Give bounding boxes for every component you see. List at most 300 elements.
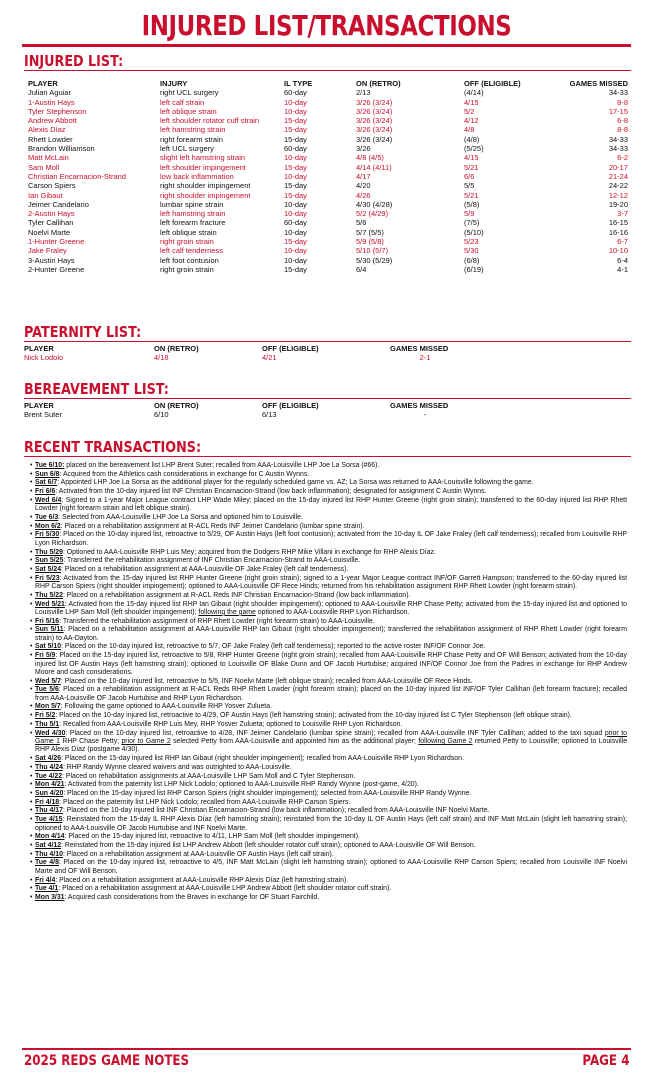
il-type: 60-day xyxy=(284,88,307,98)
transaction-item xyxy=(30,462,627,470)
transaction-date: Thu 4/24 xyxy=(35,763,63,771)
off-eligible-date: 5/9 xyxy=(464,209,475,219)
transaction-date: Mon 4/21 xyxy=(35,781,65,789)
games-missed: 6-4 xyxy=(617,255,628,265)
player-name: Brandon Williamson xyxy=(28,144,95,154)
injury-description: lumbar spine strain xyxy=(160,199,224,209)
transaction-item xyxy=(30,471,627,479)
transaction-item xyxy=(30,764,627,772)
off-eligible-date: (5/10) xyxy=(464,227,484,237)
games-missed: 8-8 xyxy=(617,125,628,135)
transaction-date: Fri 5/9 xyxy=(35,652,56,660)
games-missed: 19-20 xyxy=(608,199,628,209)
on-retro-date: 5/7 (5/5) xyxy=(356,227,384,237)
il-type: 10-day xyxy=(284,209,307,219)
transaction-date: Tue 4/15 xyxy=(35,816,63,824)
il-type: 15-day xyxy=(284,125,307,135)
transaction-item xyxy=(30,799,627,807)
transaction-item xyxy=(30,877,627,885)
off-eligible-date: (5/8) xyxy=(464,199,480,209)
table-row xyxy=(28,200,628,209)
off-eligible-date: 4/21 xyxy=(262,353,277,363)
player-name: Sam Moll xyxy=(28,162,60,172)
transaction-text: : Recalled from AAA-Louisville RHP Luis Mey, RHP Yosver Zulueta; optioned to Louisville RHP Lyon Richardson. xyxy=(59,720,403,728)
transaction-date: Thu 5/29 xyxy=(35,548,63,556)
player-name: Jeimer Candelario xyxy=(28,199,89,209)
transaction-date: Sat 5/10 xyxy=(35,643,62,651)
il-type: 15-day xyxy=(284,134,307,144)
injury-description: right shoulder impingement xyxy=(160,190,251,200)
injury-description: left shoulder impingement xyxy=(160,162,246,172)
on-retro-date: 3/26 (3/24) xyxy=(356,106,393,116)
paternity-list-table xyxy=(24,344,628,363)
off-eligible-date: 4/15 xyxy=(464,153,479,163)
games-missed: 6-2 xyxy=(617,153,628,163)
il-type: 10-day xyxy=(284,246,307,256)
transaction-date: Fri 6/6 xyxy=(35,488,56,496)
transaction-date: Sun 6/8 xyxy=(35,470,60,478)
transaction-item xyxy=(30,652,627,677)
on-retro-date: 6/10 xyxy=(154,410,169,420)
transaction-text: : Appointed LHP Joe La Sorsa as the additional player for the regularly scheduled game vs. AZ; La Sorsa was returned to AAA-Louisville following the game. xyxy=(57,479,534,487)
transaction-item xyxy=(30,894,627,902)
transaction-text: : Placed on a rehabilitation assignment at AAA-Louisville OF Jake Fraley (left calf tenderness). xyxy=(61,566,349,574)
transaction-item xyxy=(30,549,627,557)
player-name: Christian Encarnacion-Strand xyxy=(28,171,126,181)
transaction-text: : Placed on the 10-day injured list, retroactive to 5/29, OF Austin Hays (left foot contusion); activated from the 10-day IL OF Jake Fraley (left calf tenderness); recalled from Louisville RHP Lyon Richardson. xyxy=(35,531,627,547)
transaction-item xyxy=(30,730,627,755)
injury-description: left shoulder rotator cuff strain xyxy=(160,116,260,126)
injury-description: left forearm fracture xyxy=(160,218,226,228)
injury-description: right groin strain xyxy=(160,264,214,274)
transaction-text: : Placed on the 10-day injured list INF Christian Encarnacion-Strand (low back inflammation); recalled from AAA-Louisville INF Noelvi Marte. xyxy=(62,807,490,815)
col-header-player: PLAYER xyxy=(24,401,54,410)
on-retro-date: 4/14 (4/11) xyxy=(356,162,392,172)
off-eligible-date: 5/23 xyxy=(464,237,479,247)
transaction-text: : Placed on the 15-day injured list, retroactive to 4/11, LHP Sam Moll (left shoulder impingement). xyxy=(64,833,360,841)
off-eligible-date: 5/21 xyxy=(464,190,479,200)
table-row xyxy=(28,265,628,274)
injury-description: left hamstring strain xyxy=(160,209,226,219)
transaction-text: : Placed on a rehabilitation assignment at AAA-Louisville RHP Ian Gibaut (right shoulder impingement); transferred the rehabilitation assignment of RHP Rhett Lowder (right forearm strain) to AA-Dayton. xyxy=(35,626,627,642)
il-type: 15-day xyxy=(284,162,307,172)
table-header-row xyxy=(28,79,628,88)
transaction-item xyxy=(30,575,627,592)
player-name: Noelvi Marte xyxy=(28,227,71,237)
transaction-text: selected Petty from AAA-Louisville and appointed him as the additional player; xyxy=(170,737,419,745)
transaction-item xyxy=(30,601,627,618)
transaction-text: : Placed on the 10-day injured list, retroactive to 4/29, OF Austin Hays (left hamstring strain); activated from the 10-day injured list C Tyler Stephenson (left oblique strain). xyxy=(55,712,572,720)
injury-description: right UCL surgery xyxy=(160,88,219,98)
transaction-item xyxy=(30,488,627,496)
transaction-date: Fri 5/16 xyxy=(35,617,60,625)
transaction-item xyxy=(30,678,627,686)
injury-description: slight left hamstring strain xyxy=(160,153,246,163)
games-missed: 12-12 xyxy=(608,190,628,200)
transaction-item xyxy=(30,842,627,850)
transaction-item xyxy=(30,703,627,711)
on-retro-date: 4/26 xyxy=(356,190,371,200)
injured-list-table xyxy=(28,79,628,274)
games-missed: 6-7 xyxy=(617,237,628,247)
table-row xyxy=(28,88,628,97)
on-retro-date: 3/26 (3/24) xyxy=(356,116,393,126)
footer-divider xyxy=(22,1048,631,1050)
table-row xyxy=(28,228,628,237)
player-name: Ian Gibaut xyxy=(28,190,63,200)
recent-transactions-divider xyxy=(24,456,631,457)
transaction-date: Wed 5/7 xyxy=(35,677,61,685)
transaction-game-note: following the game xyxy=(198,608,256,616)
bereavement-list-table xyxy=(24,401,628,420)
off-eligible-date: 5/30 xyxy=(464,246,479,256)
transaction-date: Tue 4/8 xyxy=(35,859,59,867)
transactions-list xyxy=(30,462,627,903)
games-missed: 34-33 xyxy=(608,88,628,98)
transaction-game-note: prior to Game 2 xyxy=(121,737,171,745)
transaction-text: : Placed on a rehabilitation assignment at AAA-Louisville LHP Andrew Abbott (left shoulder rotator cuff strain). xyxy=(58,885,392,893)
transaction-date: Thu 4/10 xyxy=(35,850,63,858)
table-row xyxy=(28,209,628,218)
off-eligible-date: (4/8) xyxy=(464,134,480,144)
transaction-text: : Placed on the 15-day injured list, retroactive to 5/8, RHP Hunter Greene (right groin strain); recalled from AAA-Louisville RHP Chase Petty and OF Will Benson; activated from the 10-day injured list OF Austin Hays (left hamstring strain); optioned to Louisville OF Blake Dunn and OF Jacob Hurtubise; acquired INF/OF Connor Joe from the Padres in exchange for RHP Andrew Moore and cash considerations. xyxy=(35,652,627,676)
il-type: 10-day xyxy=(284,199,307,209)
transaction-date: Wed 6/4 xyxy=(35,496,62,504)
games-missed: 34-33 xyxy=(608,144,628,154)
col-header-games-missed: GAMES MISSED xyxy=(390,401,449,410)
injured-list-divider xyxy=(24,70,631,71)
table-row xyxy=(28,163,628,172)
transaction-text: : Transferred the rehabilitation assignment of INF Christian Encarnacion-Strand to AAA-Louisville. xyxy=(63,557,361,565)
il-type: 10-day xyxy=(284,255,307,265)
injury-description: right forearm strain xyxy=(160,134,223,144)
games-missed: 10-10 xyxy=(608,246,628,256)
off-eligible-date: 4/12 xyxy=(464,116,479,126)
on-retro-date: 4/20 xyxy=(356,181,371,191)
transaction-text: : Transferred the rehabilitation assignment of RHP Rhett Lowder (right forearm strain) to AAA-Louisville. xyxy=(59,617,375,625)
col-header-player: PLAYER xyxy=(24,344,54,353)
page-title: INJURED LIST/TRANSACTIONS xyxy=(141,9,512,42)
transaction-text: : Optioned to AAA-Louisville RHP Luis Mey; acquired from the Dodgers RHP Mike Villani in exchange for RHP Alexis Díaz. xyxy=(62,548,436,556)
transaction-item xyxy=(30,557,627,565)
transaction-item xyxy=(30,618,627,626)
off-eligible-date: 6/13 xyxy=(262,410,277,420)
transaction-item xyxy=(30,851,627,859)
transaction-text: : Reinstated from the 15-day injured list LHP Andrew Abbott (left shoulder rotator cuff strain); optioned to AAA-Louisville OF Will Benson. xyxy=(61,842,476,850)
player-name: 1-Austin Hays xyxy=(28,97,75,107)
transaction-date: Wed 5/21 xyxy=(35,600,65,608)
footer-publication: 2025 REDS GAME NOTES xyxy=(24,1053,190,1069)
transaction-item xyxy=(30,514,627,522)
games-missed: 17-15 xyxy=(608,106,628,116)
transaction-date: Sat 4/12 xyxy=(35,842,62,850)
on-retro-date: 4/8 (4/5) xyxy=(356,153,384,163)
player-name: 3-Austin Hays xyxy=(28,255,75,265)
on-retro-date: 5/6 xyxy=(356,218,367,228)
transaction-text: : Placed on rehabilitation assignments at AAA-Louisville LHP Sam Moll and C Tyler Stephenson. xyxy=(62,772,356,780)
transaction-date: Sat 6/7 xyxy=(35,479,58,487)
injury-description: left hamstring strain xyxy=(160,125,226,135)
transaction-date: Sun 5/25 xyxy=(35,557,64,565)
table-header-row xyxy=(24,344,628,353)
transaction-date: Sat 5/24 xyxy=(35,566,62,574)
transaction-date: Sun 4/20 xyxy=(35,790,64,797)
transaction-date: Mon 4/14 xyxy=(35,833,65,841)
off-eligible-date: (7/5) xyxy=(464,218,480,228)
transaction-text: : Placed on a rehabilitation assignment at R-ACL Reds INF Christian Encarnacion-Strand (low back inflammation). xyxy=(62,591,411,599)
transaction-date: Fri 5/30 xyxy=(35,531,60,539)
table-row xyxy=(24,410,628,420)
injured-list-heading: INJURED LIST: xyxy=(24,52,124,70)
transaction-date: Thu 5/1 xyxy=(35,720,60,728)
on-retro-date: 3/26 (3/24) xyxy=(356,97,393,107)
on-retro-date: 4/18 xyxy=(154,353,169,363)
injury-description: left UCL surgery xyxy=(160,144,214,154)
table-row xyxy=(28,237,628,246)
off-eligible-date: (5/25) xyxy=(464,144,484,154)
transaction-date: Fri 5/2 xyxy=(35,712,56,720)
off-eligible-date: 6/6 xyxy=(464,171,475,181)
transaction-item xyxy=(30,566,627,574)
injury-description: right shoulder impingement xyxy=(160,181,251,191)
col-header-off-eligible: OFF (ELIGIBLE) xyxy=(262,344,319,353)
il-type: 10-day xyxy=(284,153,307,163)
games-missed: 2-1 xyxy=(419,353,431,363)
transaction-text: : Placed on the 10-day injured list, retroactive to 5/7, OF Jake Fraley (left calf tenderness); reported to the active roster INF/OF Connor Joe. xyxy=(61,643,486,651)
title-divider xyxy=(22,44,631,47)
col-header-off-eligible: OFF (ELIGIBLE) xyxy=(262,401,319,410)
player-name: Matt McLain xyxy=(28,153,69,163)
transaction-text: : Placed on a rehabilitation assignment at R-ACL Reds RHP Rhett Lowder (right forearm strain); placed on the 10-day injured list INF/OF Tyler Callihan (left forearm fracture); recalled from AAA-Louisville OF Jacob Hurtubise and RHP Lyon Richardson. xyxy=(35,686,627,702)
on-retro-date: 5/2 (4/29) xyxy=(356,209,389,219)
transaction-text: : Placed on a rehabilitation assignment at AAA-Louisville RHP Alexis Díaz (left hamstring strain). xyxy=(55,876,349,884)
on-retro-date: 4/30 (4/28) xyxy=(356,199,393,209)
paternity-list-divider xyxy=(24,341,631,342)
il-type: 60-day xyxy=(284,218,307,228)
transaction-item xyxy=(30,643,627,651)
col-header-on-retro: ON (RETRO) xyxy=(356,79,401,88)
col-header-off-eligible: OFF (ELIGIBLE) xyxy=(464,79,521,88)
table-row xyxy=(28,191,628,200)
off-eligible-date: (6/8) xyxy=(464,255,480,265)
transaction-text: : Activated from the 10-day injured list INF Christian Encarnacion-Strand (low back inflammation); designated for assignment C Austin Wynns. xyxy=(55,488,487,496)
player-name: Julian Aguiar xyxy=(28,88,71,98)
on-retro-date: 3/26 (3/24) xyxy=(356,134,393,144)
table-row xyxy=(28,153,628,162)
games-missed: 21-24 xyxy=(608,171,628,181)
transaction-game-note: following Game 2 xyxy=(418,737,473,745)
player-name: Tyler Stephenson xyxy=(28,106,87,116)
transaction-item xyxy=(30,497,627,514)
off-eligible-date: 4/15 xyxy=(464,97,479,107)
transaction-text: returned Petty to Louisville; optioned to Louisville RHP Alexis Díaz (postgame 4/30). xyxy=(35,737,628,754)
off-eligible-date: 5/5 xyxy=(464,181,475,191)
il-type: 15-day xyxy=(284,237,307,247)
il-type: 10-day xyxy=(284,227,307,237)
transaction-item xyxy=(30,755,627,763)
table-row xyxy=(28,98,628,107)
on-retro-date: 6/4 xyxy=(356,264,367,274)
transaction-item xyxy=(30,885,627,893)
player-name: 2-Austin Hays xyxy=(28,209,75,219)
transaction-text: : Following the game optioned to AAA-Louisville RHP Yosver Zulueta. xyxy=(60,703,272,711)
transaction-item xyxy=(30,712,627,720)
games-missed: 16-16 xyxy=(608,227,628,237)
injury-description: left foot contusion xyxy=(160,255,219,265)
table-row xyxy=(24,353,628,363)
transaction-text: : Selected from AAA-Louisville LHP Joe La Sorsa and optioned him to Louisville. xyxy=(58,514,303,522)
il-type: 60-day xyxy=(284,144,307,154)
transaction-date: Tue 5/6 xyxy=(35,686,59,694)
on-retro-date: 3/26 (3/24) xyxy=(356,125,393,135)
player-name: 1-Hunter Greene xyxy=(28,237,85,247)
transaction-date: Thu 5/22 xyxy=(35,591,63,599)
il-type: 10-day xyxy=(284,171,307,181)
transaction-date: Tue 4/1 xyxy=(35,885,59,893)
bereavement-list-divider xyxy=(24,398,631,399)
injury-description: left oblique strain xyxy=(160,106,217,116)
transaction-date: Mon 6/2 xyxy=(35,522,61,530)
transaction-item xyxy=(30,781,627,789)
transaction-text: : Placed on the 10-day injured list, retroactive to 4/5, INF Matt McLain (slight left hamstring strain); optioned to AAA-Louisville RHP Carson Spiers; recalled from Louisville INF Noelvi Marte and OF Will Benson. xyxy=(35,859,627,875)
transaction-date: Tue 4/22 xyxy=(35,772,63,780)
games-missed: 16-15 xyxy=(608,218,628,228)
transaction-item xyxy=(30,479,627,487)
table-row xyxy=(28,181,628,190)
transaction-text: : Placed on the 15-day injured list RHP Carson Spiers (right shoulder impingement); selected from AAA-Louisville RHP Randy Wynne. xyxy=(63,790,472,797)
table-header-row xyxy=(24,401,628,410)
transaction-date: Thu 4/17 xyxy=(35,807,63,815)
injury-description: low back inflammation xyxy=(160,171,234,181)
transaction-text: : Placed on the 10-day injured list, retroactive to 5/5, INF Noelvi Marte (left oblique strain); recalled from AAA-Louisville OF Rece Hinds. xyxy=(60,677,473,685)
footer-page-number: PAGE 4 xyxy=(581,1053,629,1069)
transaction-item xyxy=(30,859,627,876)
injury-description: left calf strain xyxy=(160,97,205,107)
transaction-text: optioned to AAA-Louisville RHP Lyon Richardson. xyxy=(255,608,410,616)
player-name: Jake Fraley xyxy=(28,246,67,256)
off-eligible-date: 5/21 xyxy=(464,162,479,172)
transaction-item xyxy=(30,523,627,531)
player-name: 2-Hunter Greene xyxy=(28,264,85,274)
col-header-games-missed: GAMES MISSED xyxy=(390,344,449,353)
transaction-item xyxy=(30,790,627,798)
transaction-item xyxy=(30,773,627,781)
games-missed: 8-8 xyxy=(617,97,628,107)
off-eligible-date: 5/2 xyxy=(464,106,475,116)
transaction-date: Mon 3/31 xyxy=(35,894,65,902)
off-eligible-date: (6/19) xyxy=(464,264,484,274)
player-name: Rhett Lowder xyxy=(28,134,73,144)
transaction-game-note: prior to Game 1 xyxy=(35,729,628,745)
on-retro-date: 5/9 (5/8) xyxy=(356,237,384,247)
player-name: Andrew Abbott xyxy=(28,116,77,126)
transaction-text: RHP Chase Petty; xyxy=(59,737,122,745)
transaction-text: : Placed on the paternity list LHP Nick Lodolo; recalled from AAA-Louisville RHP Carson Spiers. xyxy=(59,798,351,806)
on-retro-date: 5/10 (5/7) xyxy=(356,246,389,256)
on-retro-date: 4/17 xyxy=(356,171,371,181)
transaction-text: : RHP Randy Wynne cleared waivers and was outrighted to AAA-Louisville. xyxy=(62,763,292,771)
on-retro-date: 3/26 xyxy=(356,144,371,154)
table-row xyxy=(28,135,628,144)
transaction-date: Wed 4/30 xyxy=(35,729,66,737)
table-row xyxy=(28,172,628,181)
player-name: Tyler Callihan xyxy=(28,218,74,228)
transaction-date: Tue 6/10: xyxy=(35,462,65,469)
transaction-item xyxy=(30,816,627,833)
on-retro-date: 5/30 (5/29) xyxy=(356,255,393,265)
col-header-games-missed: GAMES MISSED xyxy=(569,79,628,88)
transaction-date: Sat 4/26 xyxy=(35,755,62,763)
games-missed: 24-22 xyxy=(608,181,628,191)
transaction-text: : Placed on the 10-day injured list, retroactive to 4/28, INF Jeimer Candelario (lumbar spine strain); recalled from AAA-Louisville INF Tyler Callihan; added to the taxi squad xyxy=(65,729,605,737)
transaction-text: placed on the bereavement list LHP Brent Suter; recalled from AAA-Louisville LHP Joe La Sorsa (#66). xyxy=(64,462,380,469)
transaction-date: Fri 4/4 xyxy=(35,876,56,884)
player-name: Alexis Díaz xyxy=(28,125,66,135)
transaction-date: Tue 6/3 xyxy=(35,514,59,522)
transaction-date: Fri 4/18 xyxy=(35,798,60,806)
transaction-text: : Activated from the 15-day injured list RHP Ian Gibaut (right shoulder impingement); optioned to AAA-Louisville RHP Chase Petty; activated from the 15-day injured list and optioned to Louisville LHP Sam Moll (left shoulder impingement); xyxy=(35,600,628,616)
transaction-item xyxy=(30,833,627,841)
col-header-player: PLAYER xyxy=(28,79,58,88)
col-header-on-retro: ON (RETRO) xyxy=(154,344,199,353)
il-type: 15-day xyxy=(284,264,307,274)
games-missed: - xyxy=(423,410,427,420)
il-type: 15-day xyxy=(284,190,307,200)
transaction-date: Mon 5/7 xyxy=(35,703,61,711)
games-missed: 20-17 xyxy=(608,162,628,172)
il-type: 15-day xyxy=(284,116,307,126)
injury-description: left calf tenderness xyxy=(160,246,223,256)
player-name: Nick Lodolo xyxy=(24,353,64,363)
transaction-text: : Placed on a rehabilitation assignment at R-ACL Reds INF Jeimer Candelario (lumbar spine strain). xyxy=(60,522,365,530)
il-type: 15-day xyxy=(284,181,307,191)
games-missed: 34-33 xyxy=(608,134,628,144)
col-header-on-retro: ON (RETRO) xyxy=(154,401,199,410)
il-type: 10-day xyxy=(284,97,307,107)
table-row xyxy=(28,218,628,227)
transaction-item xyxy=(30,592,627,600)
table-row xyxy=(28,246,628,255)
transaction-text: : Acquired from the Athletics cash considerations in exchange for C Austin Wynns. xyxy=(59,470,310,478)
transaction-date: Fri 5/23 xyxy=(35,574,60,582)
il-type: 10-day xyxy=(284,106,307,116)
games-missed: 3-7 xyxy=(617,209,628,219)
table-row xyxy=(28,256,628,265)
games-missed: 6-8 xyxy=(617,116,628,126)
player-name: Brent Suter xyxy=(24,410,62,420)
transaction-item xyxy=(30,626,627,643)
transaction-item xyxy=(30,686,627,703)
recent-transactions-heading: RECENT TRANSACTIONS: xyxy=(24,438,202,456)
on-retro-date: 2/13 xyxy=(356,88,371,98)
transaction-date: Sun 5/11 xyxy=(35,626,64,634)
col-header-il-type: IL TYPE xyxy=(284,79,313,88)
transaction-item xyxy=(30,807,627,815)
paternity-list-heading: PATERNITY LIST: xyxy=(24,323,142,341)
table-row xyxy=(28,125,628,134)
transaction-text: : Reinstated from the 15-day IL RHP Alexis Díaz (left hamstring strain); reinstated from the 10-day IL OF Austin Hays (left calf strain) and INF Matt McLain (slight left hamstring strain); optioned to AAA-Louisville OF Jacob Hurtubise and INF Noelvi Marte. xyxy=(35,816,627,832)
table-row xyxy=(28,107,628,116)
transaction-text: : Placed on a rehabilitation assignment at AAA-Louisville OF Austin Hays (left calf strain). xyxy=(62,850,334,858)
table-row xyxy=(28,116,628,125)
transaction-item xyxy=(30,531,627,548)
col-header-injury: INJURY xyxy=(160,79,188,88)
injury-description: left oblique strain xyxy=(160,227,217,237)
off-eligible-date: (4/14) xyxy=(464,88,484,98)
table-row xyxy=(28,144,628,153)
transaction-text: : Signed to a 1-year Major League contract LHP Wade Miley; placed on the 15-day injured list RHP Hunter Greene (right groin strain); transferred to the 60-day injured list RHP Rhett Lowder (right forearm strain and left oblique strain). xyxy=(35,496,627,513)
off-eligible-date: 4/8 xyxy=(464,125,475,135)
